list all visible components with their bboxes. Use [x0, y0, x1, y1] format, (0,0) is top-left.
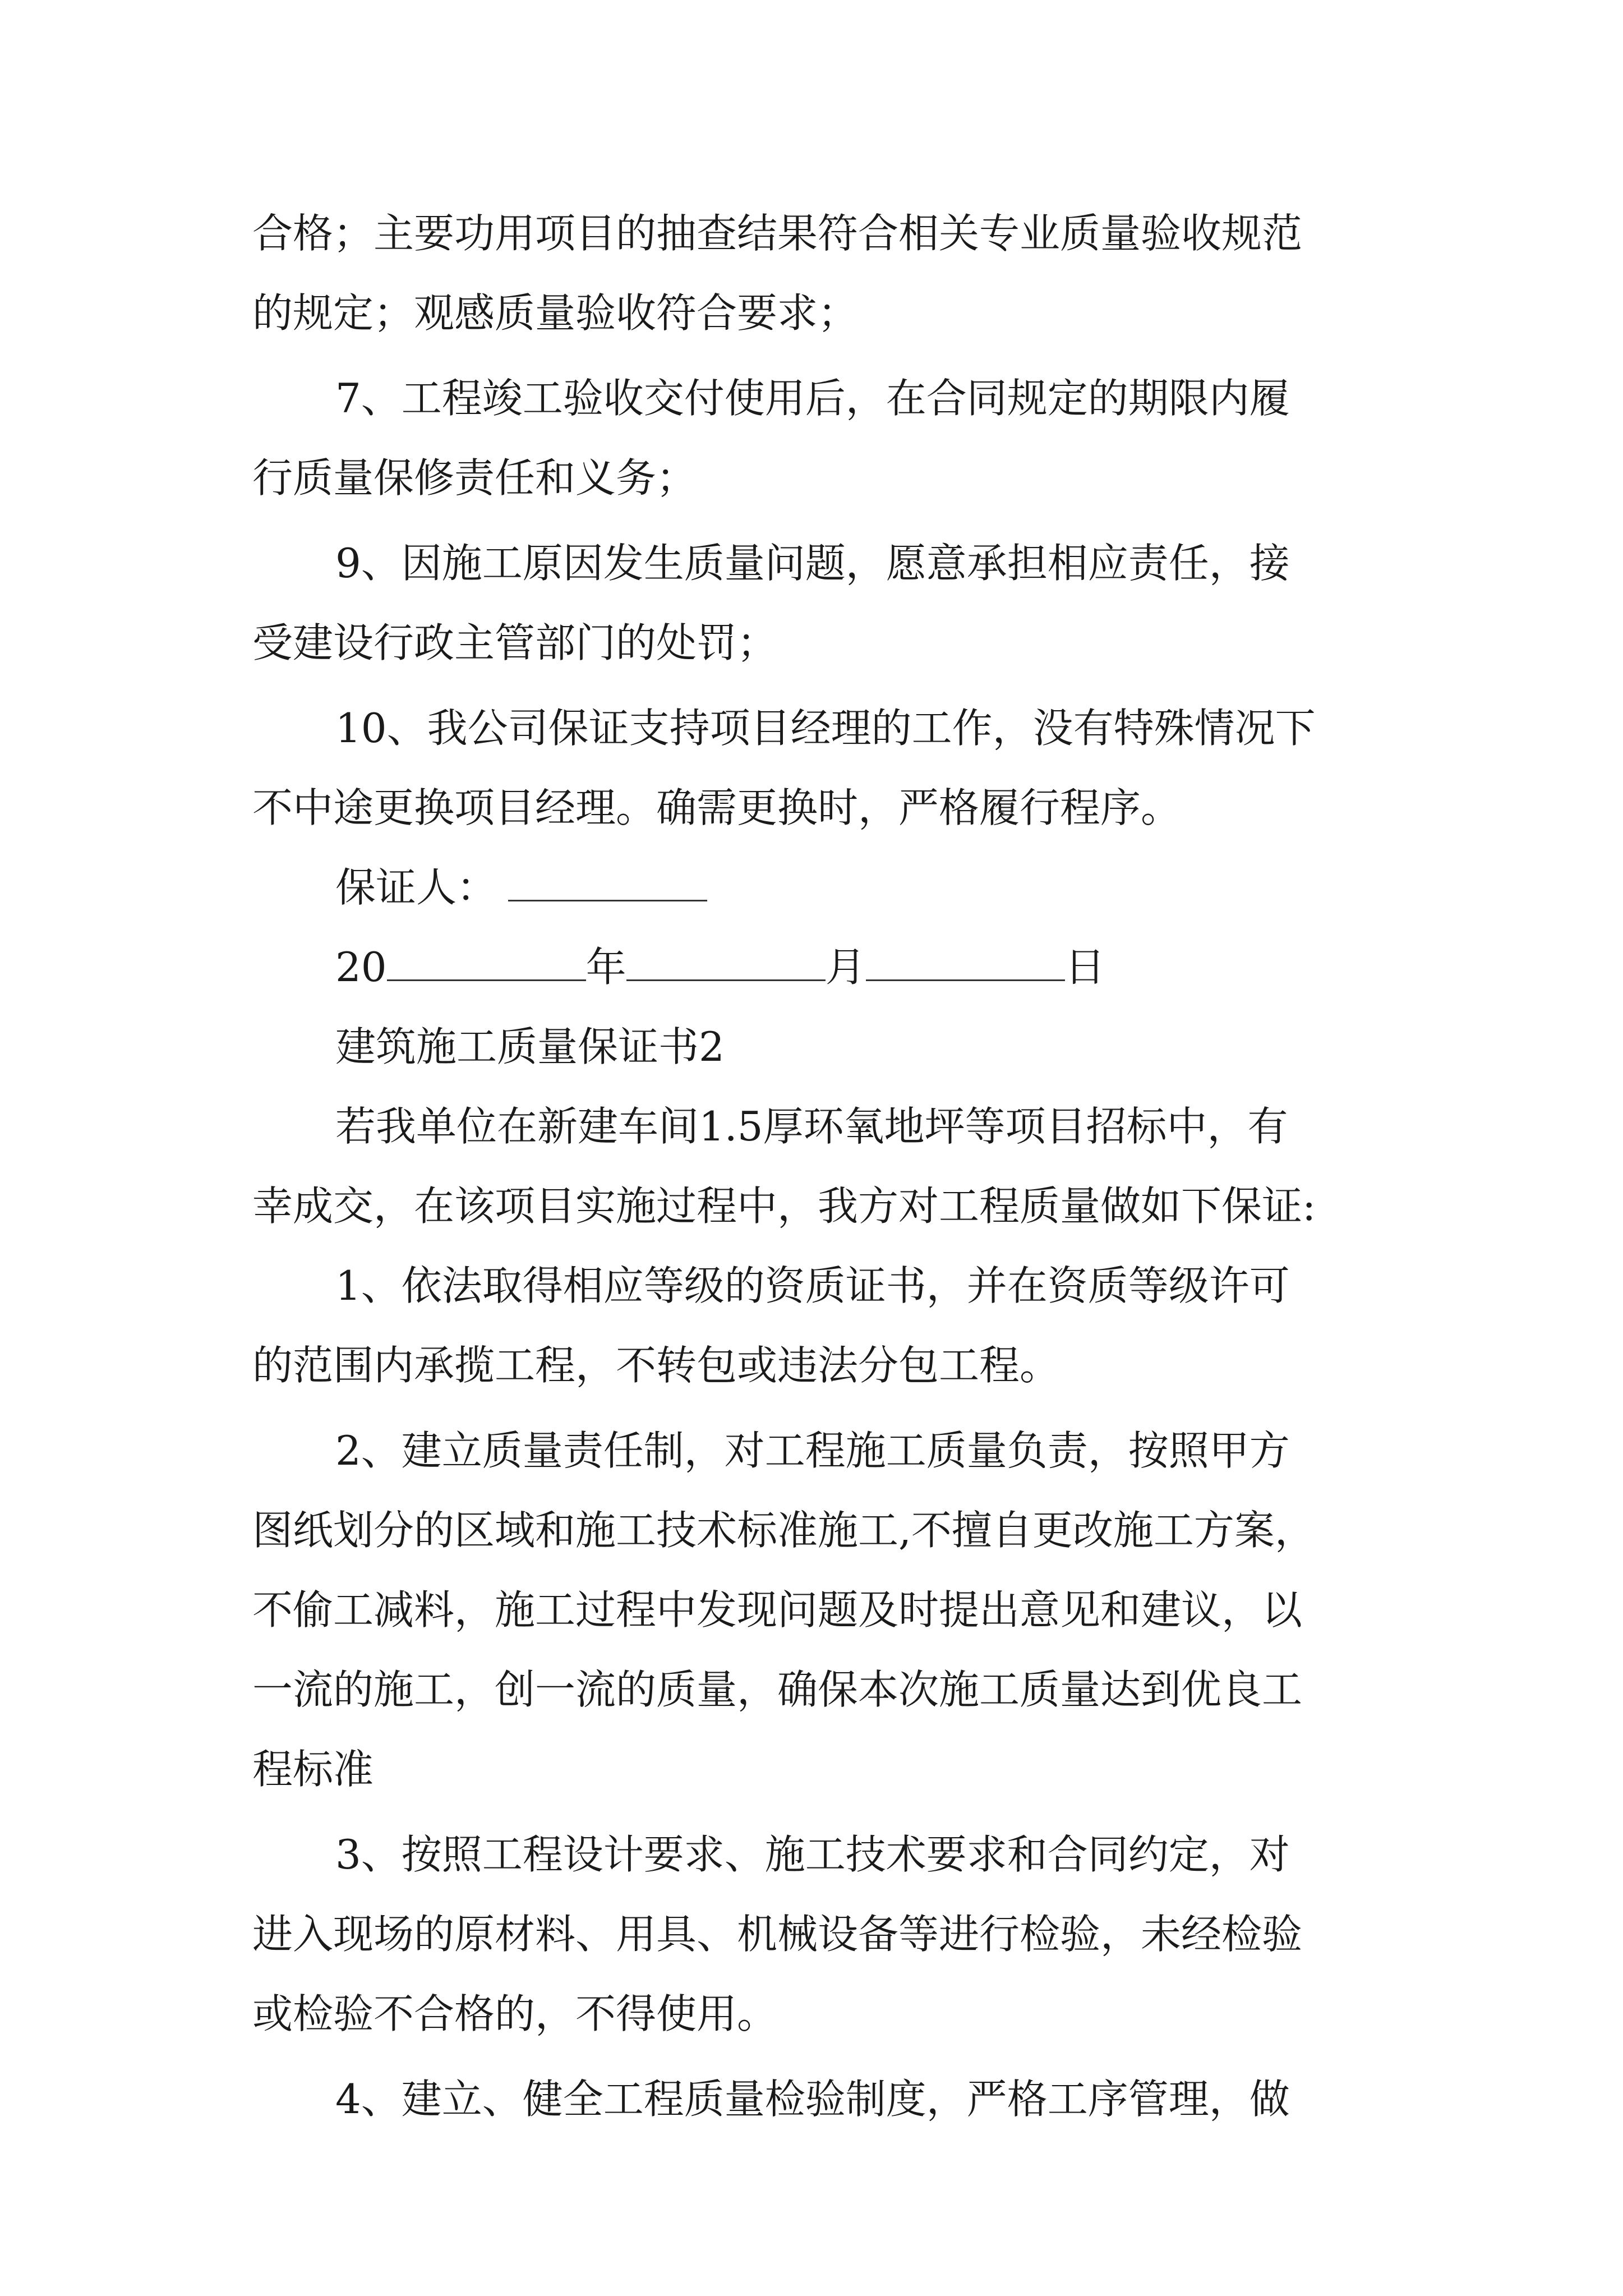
body-line: 或检验不合格的，不得使用。: [252, 1990, 778, 2037]
signature-line: [252, 848, 1380, 927]
body-line: 幸成交，在该项目实施过程中，我方对工程质量做如下保证:: [252, 1182, 1316, 1230]
year-label: 年: [585, 944, 626, 991]
clause-1-line: 1、依法取得相应等级的资质证书，并在资质等级许可: [335, 1262, 1290, 1309]
body-line: 不中途更换项目经理。确需更换时，严格履行程序。: [252, 784, 1182, 831]
date-prefix: 20: [335, 944, 387, 991]
body-line: 行质量保修责任和义务；: [252, 454, 697, 501]
day-label: 日: [1064, 944, 1105, 991]
body-line: 图纸划分的区域和施工技术标准施工,不擅自更改施工方案，: [252, 1507, 1315, 1554]
day-blank[interactable]: [866, 944, 1065, 981]
intro-line: 若我单位在新建车间1.5厚环氧地坪等项目招标中，有: [335, 1103, 1288, 1150]
clause-9-line: 9、因施工原因发生质量问题，愿意承担相应责任，接: [335, 540, 1290, 587]
body-line: 程标准: [252, 1746, 374, 1793]
body-line: 的范围内承揽工程，不转包或违法分包工程。: [252, 1342, 1061, 1389]
year-blank[interactable]: [387, 944, 586, 981]
clause-2-line: 2、建立质量责任制，对工程施工质量负责，按照甲方: [335, 1427, 1290, 1474]
section-title: 建筑施工质量保证书2: [335, 1023, 725, 1070]
clause-10-line: 10、我公司保证支持项目经理的工作，没有特殊情况下: [335, 705, 1316, 752]
document-body: [252, 194, 1380, 2139]
signature-blank[interactable]: [508, 864, 707, 901]
signature-label: 保证人：: [335, 864, 497, 911]
body-line: 一流的施工，创一流的质量，确保本次施工质量达到优良工: [252, 1666, 1303, 1713]
month-label: 月: [825, 944, 866, 991]
body-line: 进入现场的原材料、用具、机械设备等进行检验，未经检验: [252, 1911, 1303, 1958]
clause-3-line: 3、按照工程设计要求、施工技术要求和合同约定，对: [335, 1831, 1290, 1878]
body-line: 受建设行政主管部门的处罚；: [252, 619, 778, 666]
body-line: 的规定；观感质量验收符合要求；: [252, 289, 859, 337]
month-blank[interactable]: [626, 944, 826, 981]
body-line: 合格；主要功用项目的抽查结果符合相关专业质量验收规范: [252, 210, 1303, 257]
clause-7-line: 7、工程竣工验收交付使用后，在合同规定的期限内履: [335, 375, 1290, 422]
body-line: 不偷工减料，施工过程中发现问题及时提出意见和建议，以: [252, 1586, 1303, 1634]
date-line: [252, 927, 1380, 1007]
clause-4-line: 4、建立、健全工程质量检验制度，严格工序管理，做: [335, 2076, 1290, 2123]
